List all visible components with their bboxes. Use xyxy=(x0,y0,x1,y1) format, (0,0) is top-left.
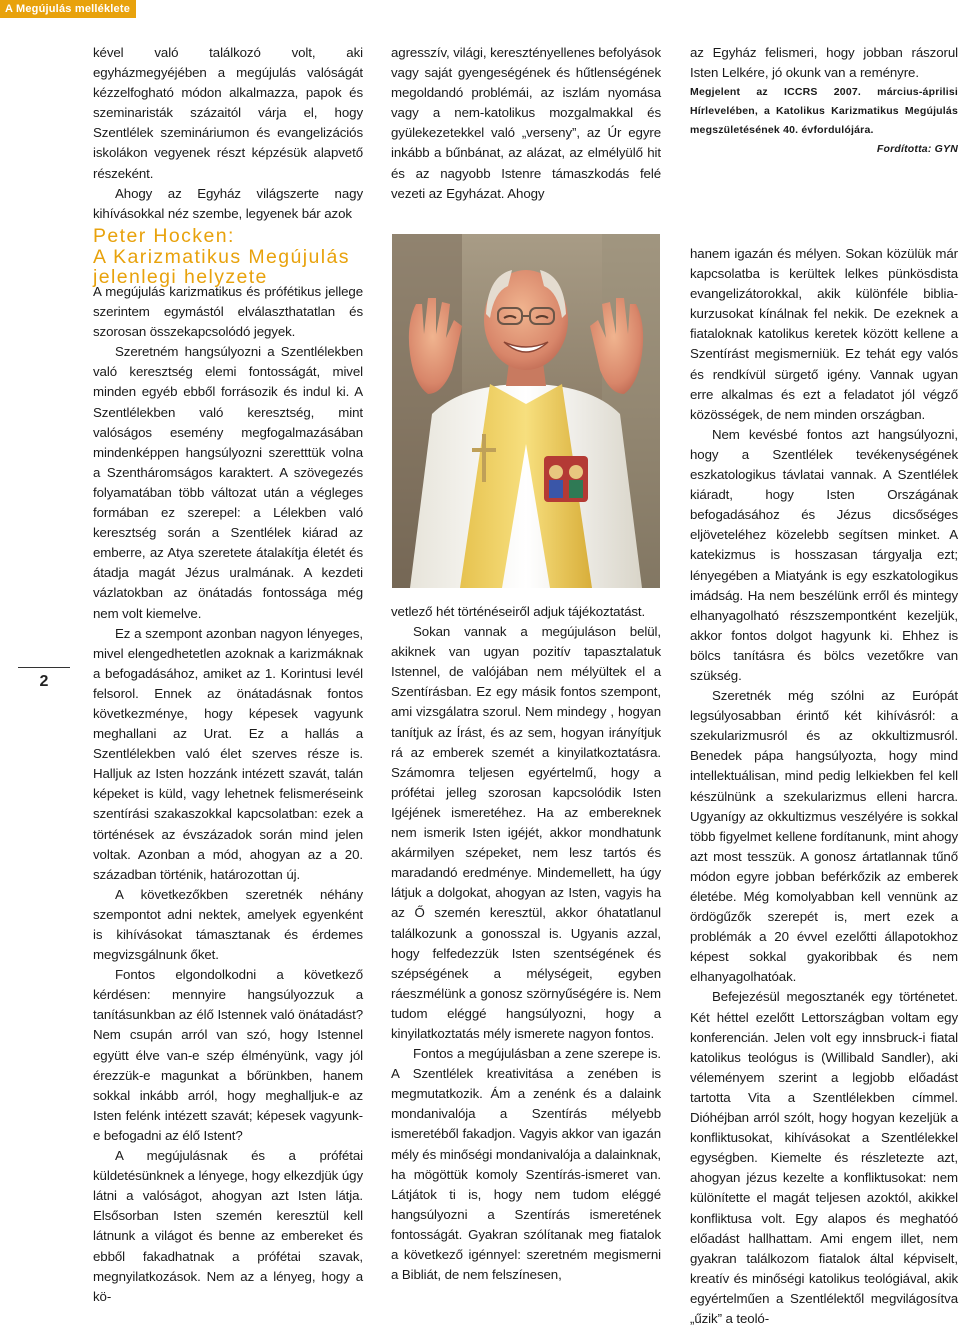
paragraph: Nem kevésbé fontos azt hangsúlyozni, hogy a Szentlélek tevékenységének eszkatologikus távlatai vannak. A Szentlélek kiáradt, hogy Isten Országának befogadásához és Jézus dicsőséges eljöveteléhez közelebb segítsen minket. A katekizmus is hosszasan tárgyalja ezt; lényegében a Miatyánk is egy eszkatologikus imádság. Ha nem beszélünk erről és mintegy elhanyagolható részszempontként kezeljük, akkor fontos dolgot hagyunk ki. Ehhez is bölcs tanításra és bölcs vezetőkre van szükség. xyxy=(690,426,958,683)
paragraph: agresszív, világi, keresztényellenes befolyások vagy saját gyengeségének és hűtlenségének megoldandó problémái, az iszlám nyomása vagy a nem-katolikus mozgalmakkal és gyülekezetekkel való „verseny”, az Úr egyre inkább a bűnbánat, az alázat, az elmélyülő hit és az nagyobb Istenre támaszkodás felé vezeti az Egyházat. Ahogy xyxy=(391,45,661,201)
page-number-rule xyxy=(18,667,70,668)
article-title-line: A Karizmatikus Megújulás xyxy=(93,245,350,268)
page-number-text: 2 xyxy=(39,673,49,690)
supplement-header: A Megújulás melléklete xyxy=(0,0,136,18)
paragraph: vetlező hét történéseiről adjuk tájékoztatást. xyxy=(391,604,646,619)
article-column-1 xyxy=(93,282,363,1307)
publication-note: Megjelent az ICCRS 2007. március-áprilisi Hírlevelében, a Katolikus Karizmatikus Megújulás megszületésének 40. évfordulójára. xyxy=(690,85,958,136)
article-column-3 xyxy=(690,244,958,1325)
article-title-line: jelenlegi helyzete xyxy=(93,266,268,288)
top-right-column xyxy=(690,43,958,159)
paragraph: az Egyház felismeri, hogy jobban rászorul Isten Lelkére, jó okunk van a reményre. xyxy=(690,45,958,80)
paragraph: Sokan vannak a megújuláson belül, akiknek van ugyan pozitív tapasztalatuk Istennel, de valójában nem mélyültek el a Szentírásban. Ez egy másik fontos szempont, ami vizsgálatra szorul. Nem mindegy , hogyan tanítjuk az Írást, és az sem, hogyan irányítjuk rá az emberek szemét a kinyilatkoztatásra. Számomra teljesen egyértelmű, hogy a prófétai jelleg szorosan kapcsolódik Isten Igéjének ismeretéhez. Ha az embereknek nem ismerik Isten igéjét, akkor mondhatunk akármilyen szépeket, nem lesz tartós és maradandó eredménye. Mindemellett, ha úgy látjuk a dolgokat, ahogyan az Isten, vagyis ha az Ő szemén keresztül, akkor óhatatlanul találkozunk a gonosszal is. Ugyanis azzal, hogy felfedezzük Isten szentségének és szépségének a mélységeit, egyben ráeszmélünk a gonosz szörnyűségére is. Nem tudom eléggé hangsúlyozni, hogy a kinyilatkoztatás mély ismerete nagyon fontos. xyxy=(391,624,661,1041)
paragraph: kével való találkozó volt, aki egyházmegyéjében a megújulás valóságát kézzelfogható módon alkalmazza, papok és szeminaristák százaitól várja el, hogy Szentlélek szemináriumon és evangelizációs iskolákon vegyenek részt képzésük alapvető részeként. xyxy=(93,45,363,181)
paragraph: Ez a szempont azonban nagyon lényeges, mivel elengedhetetlen azoknak a karizmáknak a befogadásához, amiket az 1. Korintusi levél felsorol. Ennek az önátadásnak fontos következménye, hogy képesek vagyunk meghallani az Urat. Ez a hallás a Szentlélekben való élet szerves része is. Halljuk az Isten hozzánk intézett szavát, talán képeket is küld, vagy lehetnek felismeréseink szentírási szakaszokkal kapcsolatban: ezek a történések az évszázadok során mind jelen voltak. Azonban a mód, ahogyan az a 20. században történik, határozottan új. xyxy=(93,625,363,882)
top-left-column xyxy=(93,43,363,224)
article-title xyxy=(93,226,373,288)
paragraph: Fontos a megújulásban a zene szerepe is. A Szentlélek kreativitása a zenében is megmutatkozik. Ám a zenénk és a dalaink mondanivalója a Szentírás mélyebb ismeretéből fakadjon. Vagyis akkor van igazán mély és minőségi mondanivalója a dalainknak, ha mögöttük komoly Szentírás-ismeret van. Látjátok ti is, hogy nem tudom eléggé hangsúlyozni a Szentírás ismeretének fontosságát. Gyakran szólítanak meg fiatalok a következő igénnyel: szeretném megismerni a Bibliát, de nem felszínesen, xyxy=(391,1046,661,1283)
paragraph: hanem igazán és mélyen. Sokan közülük már kapcsolatba is kerültek lelkes pünkösdista evangelizátorokkal, akik különféle biblia-kurzusokat kínálnak fel nekik. De ezeknek a fiataloknak katolikus keretek között kellene a Szentírást megismerniük. Ez tehát egy valós és rendkívül sürgető igény. Vannak ugyan erre alkalmas és ezt a feladatot jól végző közösségek, de nem minden országban. xyxy=(690,246,958,422)
paragraph: Ahogy az Egyház világszerte nagy kihívásokkal néz szembe, legyenek bár azok xyxy=(93,185,363,221)
paragraph: A megújulásnak és a prófétai küldetésünknek a lényege, hogy elkezdjük úgy látni a valóságot, ahogyan azt Isten látja. Elsősorban Isten szemén keresztül kell látnunk a világot és benne az embereket és ebből fakadhatnak a prófétai szavak, megnyilatkozások. Nem az a lényeg, hogy a kö- xyxy=(93,1148,363,1304)
paragraph: Fontos elgondolkodni a következő kérdésen: mennyire hangsúlyozzuk a tanításunkban az élő Istennek való önátadást? Nem csupán arról van szó, hogy Istennel együtt élve van-e szép élményünk, vagy jól érezzük-e magunkat a bőrünkben, hanem sokkal inkább arról, hogy meghalljuk-e az Isten felénk intézett szavát; képesek vagyunk-e befogadni az élő Istent? xyxy=(93,967,363,1143)
paragraph: A következőkben szeretnék néhány szempontot adni nektek, amelyek egyenként is kihívásokat támasztanak és érdemes megvizsgálnunk őket. xyxy=(93,886,363,963)
speaker-photo xyxy=(392,234,660,588)
page-number xyxy=(18,673,70,691)
paragraph: A megújulás karizmatikus és prófétikus jellege szerintem egymástól elválaszthatatlan és szorosan összekapcsolódó jegyek. xyxy=(93,284,363,340)
article-author: Peter Hocken: xyxy=(93,225,235,247)
paragraph: Szeretnék még szólni az Európát legsúlyosabban érintő két kihívásról: a szekularizmusról és az okkultizmusról. Benedek pápa hangsúlyozta, hogy mind intellektuálisan, mind pedig lelkiekben fel kell készülnünk a szekularizmus elleni harcra. Ugyanígy az okkultizmus veszélyére is sokkal több figyelmet kellene fordítanunk, mint ahogy azt most tesszük. A gonosz ártatlannak tűnő módon egyre jobban beférkőzik az emberek életébe. Még komolyabban kell vennünk az ördögűzők szerepét is, mert ezek a problémák a 20 évvel ezelőtti állapotokhoz képest sokkal gyakoribbak és nem elhanyagolhatóak. xyxy=(690,688,958,985)
paragraph: Szeretném hangsúlyozni a Szentlélekben való keresztség elemi fontosságát, mivel minden egyéb ebből forrásozik és indul ki. A Szentlélekben való keresztség, mint valóságos esemény megfogalmazásában mindenképpen hangsúlyozni szeretttük volna a Szentháromságos karaktert. A szövegezés folyamatában több változat után a végleges formában ez szerepel: a Lélekben való keresztség során a Szentlélek kiárad az emberre, az Atya szeretete átalakítja életét és átadja magát Jézus uralmának. A kezdeti vázlatokban az önátadás fontossága még nem volt kiemelve. xyxy=(93,344,363,621)
translator-credit: Fordította: GYN xyxy=(876,142,958,155)
paragraph: Befejezésül megosztanék egy történetet. Két héttel ezelőtt Lettországban voltam egy konferencián. Jelen volt egy innsbruck-i fiatal katolikus teológus is (Willibald Sandler), aki véleményem szerint a legjobb előadást tartotta Vita a Szentlélekben címmel. Dióhéjban arról szólt, hogy hogyan kezeljük a konfliktusokat, kihívásokat a Szentlélekkel egységben. Kiemelte és részletezte azt, ahogyan jézus kezelte a konfliktusokat: nem különítette el magát teljesen azoktól, akikkel konfliktusa volt. Egy alapos és meghatóó előadást hallhattam. Ami engem illet, nem gyakran találkozom fiatalok által képviselt, kreatív és minőségi katolikus teológiával, akik egyértelműen a Szentlélektől megvilágosítva „űzik” a teoló- xyxy=(690,989,958,1325)
article-column-2 xyxy=(391,602,661,1285)
top-middle-column xyxy=(391,43,661,204)
